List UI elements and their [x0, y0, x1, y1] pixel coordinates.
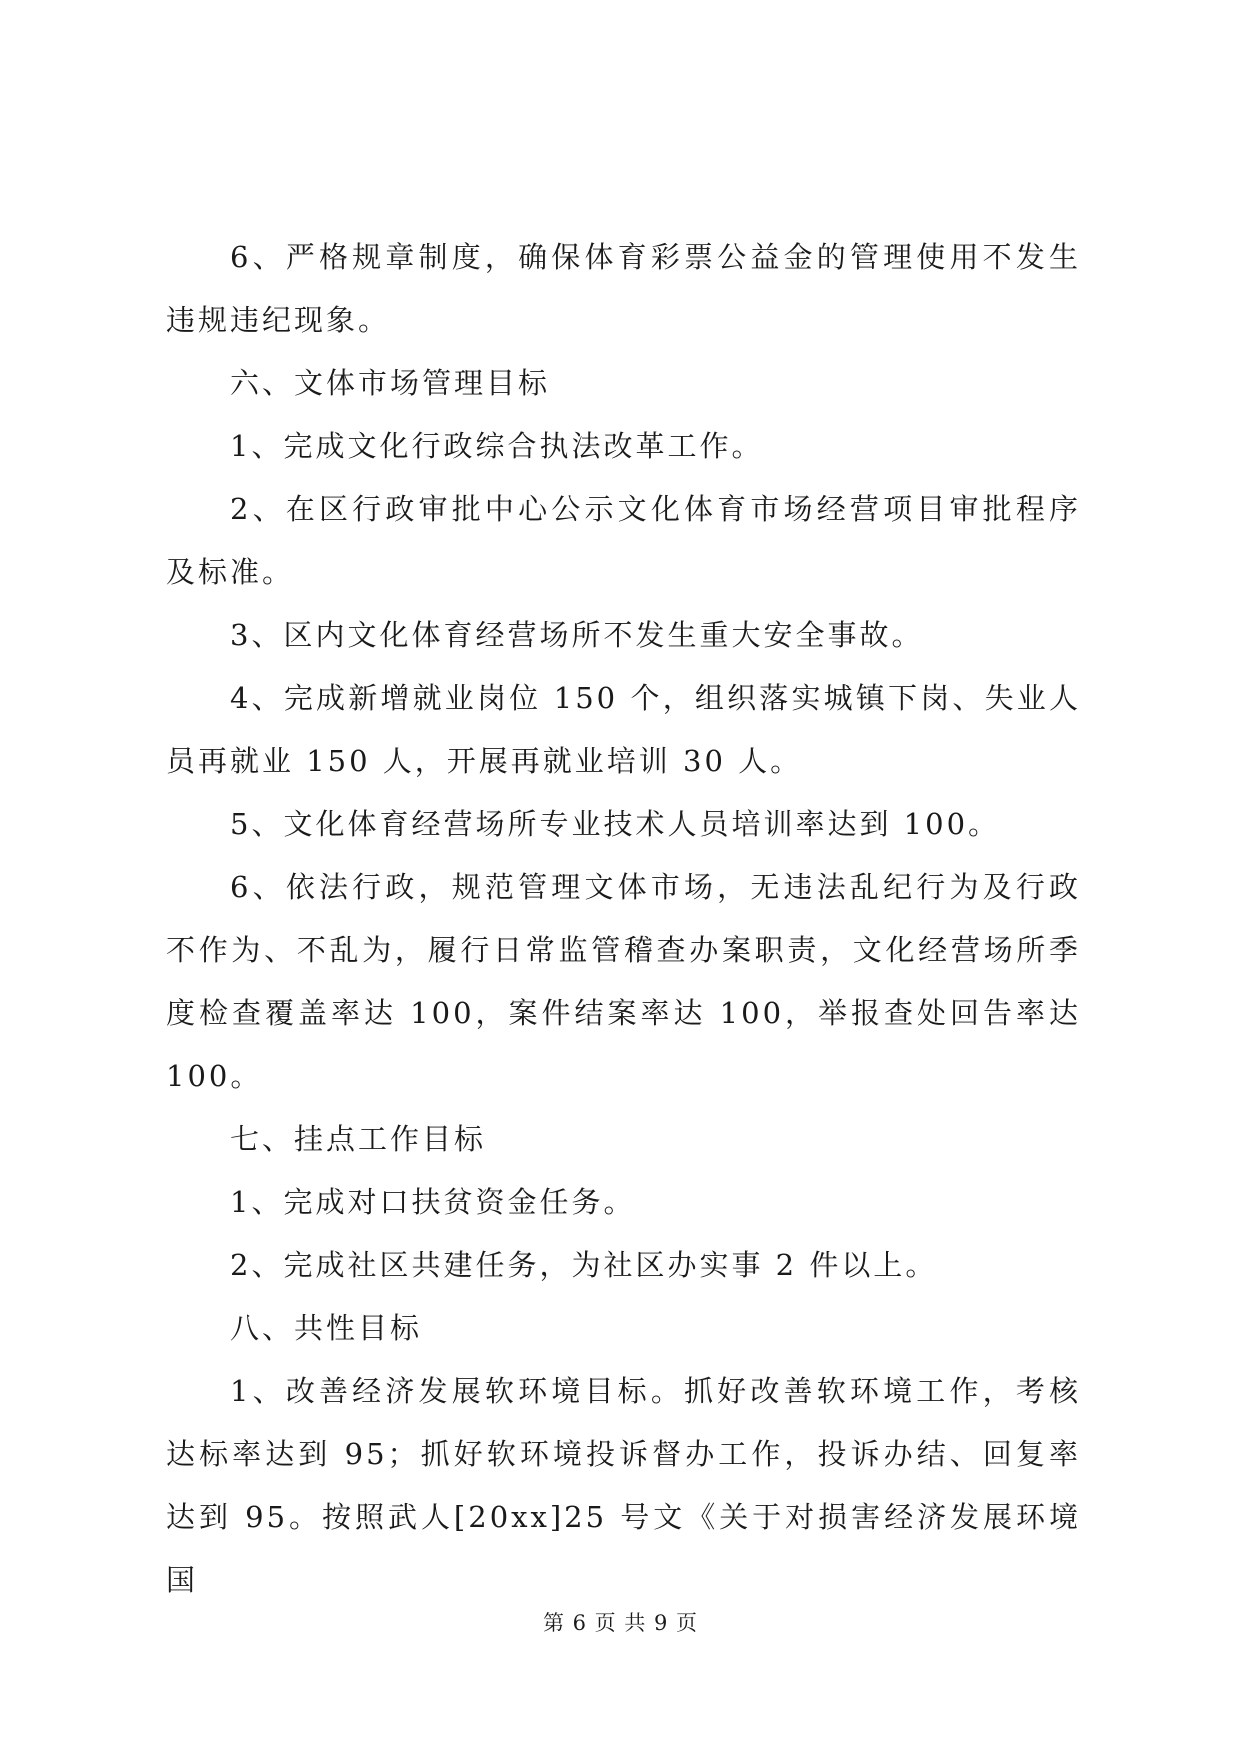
paragraph: 1、改善经济发展软环境目标。抓好改善软环境工作，考核达标率达到 95；抓好软环境投诉督办工作，投诉办结、回复率达到 95。按照武人[20xx]25 号文《关于对损害经济发展环境国 — [166, 1374, 1081, 1597]
page-number-footer: 第 6 页 共 9 页 — [542, 1611, 699, 1635]
paragraph: 6、依法行政，规范管理文体市场，无违法乱纪行为及行政不作为、不乱为，履行日常监管稽查办案职责，文化经营场所季度检查覆盖率达 100，案件结案率达 100，举报查处回告率达 100。 — [166, 870, 1081, 1093]
paragraph: 6、严格规章制度，确保体育彩票公益金的管理使用不发生违规违纪现象。 — [166, 240, 1081, 337]
paragraph: 5、文化体育经营场所专业技术人员培训率达到 100。 — [230, 807, 1001, 841]
document-body — [166, 226, 1081, 1612]
section-heading: 七、挂点工作目标 — [230, 1122, 487, 1156]
paragraph: 1、完成对口扶贫资金任务。 — [230, 1185, 636, 1219]
paragraph: 1、完成文化行政综合执法改革工作。 — [230, 429, 764, 463]
section-heading: 六、文体市场管理目标 — [230, 366, 551, 400]
paragraph: 3、区内文化体育经营场所不发生重大安全事故。 — [230, 618, 924, 652]
paragraph: 2、在区行政审批中心公示文化体育市场经营项目审批程序及标准。 — [166, 492, 1081, 589]
section-heading: 八、共性目标 — [230, 1311, 423, 1345]
paragraph: 4、完成新增就业岗位 150 个，组织落实城镇下岗、失业人员再就业 150 人，开展再就业培训 30 人。 — [166, 681, 1081, 778]
paragraph: 2、完成社区共建任务，为社区办实事 2 件以上。 — [230, 1248, 938, 1282]
